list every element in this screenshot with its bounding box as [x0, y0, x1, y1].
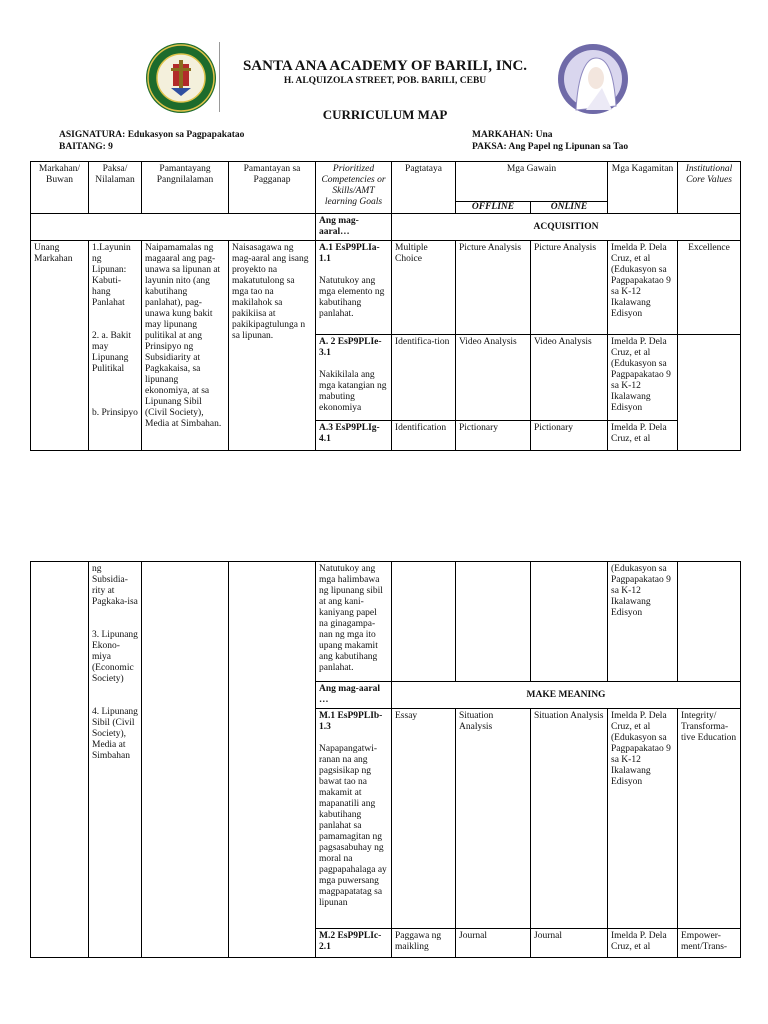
competency-desc: Napapangatwi-ranan na ang pagsisikap ng bawat tao na makamit at mapanatili ang kabutihang panlahat sa pamamagitan ng pagsasabuhay ng moral na pagpapahalaga ay mga puwersang magpapatatag sa lipunan [319, 744, 387, 908]
kagamitan-cell: (Edukasyon sa Pagpapakatao 9 sa K-12 Ikalawang Edisyon [608, 562, 678, 682]
competency-a2 [316, 335, 392, 421]
offline-cell: Picture Analysis [456, 241, 531, 335]
online-cell: Picture Analysis [531, 241, 608, 335]
col-kagamitan-header: Mga Kagamitan [608, 162, 678, 214]
competency-code: A.1 EsP9PLIa-1.1 [319, 243, 380, 264]
competency-a3: A.3 EsP9PLIg-4.1 [316, 421, 392, 451]
curriculum-map-table-2 [30, 561, 741, 958]
pagganap-cell [229, 562, 316, 958]
offline-cell [456, 562, 531, 682]
kagamitan-cell: Imelda P. Dela Cruz, et al (Edukasyon sa Pagpapakatao 9 sa K-12 Ikalawang Edisyon [608, 241, 678, 335]
core-value-cell [678, 562, 741, 682]
core-value-cell: Integrity/ Transforma-tive Education [678, 709, 741, 929]
acquisition-lead: Ang mag-aaral… [316, 214, 392, 241]
competency-a1 [316, 241, 392, 335]
online-cell: Situation Analysis [531, 709, 608, 929]
col-pagtataya-header: Pagtataya [392, 162, 456, 214]
competency-m2: M.2 EsP9PLIc-2.1 [316, 929, 392, 958]
online-cell [531, 562, 608, 682]
col-pagganap-header: Pamantayan sa Pagganap [229, 162, 316, 214]
paksa-item-1: 1.Layunin ng Lipunan: Kabuti-hang Panlahat [92, 243, 131, 308]
competency-desc: Nakikilala ang mga katangian ng mabuting ekonomiya [319, 370, 387, 413]
pagtataya-cell: Identification [392, 421, 456, 451]
kagamitan-cell: Imelda P. Dela Cruz, et al [608, 929, 678, 958]
make-meaning-section-label: MAKE MEANING [392, 682, 741, 709]
paksa-item-2: 2. a. Bakit may Lipunang Pulitikal [92, 331, 132, 374]
baitang-label: BAITANG: 9 [59, 142, 113, 152]
virgin-mary-portrait [556, 44, 630, 114]
col-prioritized-header: Prioritized Competencies or Skills/AMT learning Goals [316, 162, 392, 214]
competency-m1 [316, 709, 392, 929]
offline-cell: Journal [456, 929, 531, 958]
pagganap-cell: Naisasagawa ng mag-aaral ang isang proyekto na makatutulong sa mga tao na makilahok sa pakikiisa at pakikipagtulunga n sa lipunan. [229, 241, 316, 451]
paksa-cell [89, 562, 142, 958]
kagamitan-cell: Imelda P. Dela Cruz, et al [608, 421, 678, 451]
offline-cell: Situation Analysis [456, 709, 531, 929]
kagamitan-cell: Imelda P. Dela Cruz, et al (Edukasyon sa Pagpapakatao 9 sa K-12 Ikalawang Edisyon [608, 709, 678, 929]
pagtataya-cell [392, 562, 456, 682]
header-divider [219, 42, 220, 112]
paksa-item-cont: ng Subsidia-rity at Pagkaka-isa [92, 564, 138, 607]
paksa-item-3: 3. Lipunang Ekono-miya (Economic Society) [92, 630, 138, 684]
school-seal-logo [143, 42, 219, 114]
kagamitan-cell: Imelda P. Dela Cruz, et al (Edukasyon sa Pagpapakatao 9 sa K-12 Ikalawang Edisyon [608, 335, 678, 421]
online-cell: Journal [531, 929, 608, 958]
paksa-item-3: b. Prinsipyo [92, 408, 138, 418]
asignatura-label: ASIGNATURA: Edukasyon sa Pagpapakatao [59, 130, 245, 140]
col-online-header: ONLINE [531, 202, 608, 214]
offline-cell: Pictionary [456, 421, 531, 451]
document-title: CURRICULUM MAP [322, 107, 448, 122]
col-markahan-header: Markahan/ Buwan [31, 162, 89, 214]
core-value-cell: Empower-ment/Trans- [678, 929, 741, 958]
school-address: H. ALQUIZOLA STREET, POB. BARILI, CEBU [283, 76, 487, 86]
col-core-values-header: Institutional Core Values [678, 162, 741, 214]
competency-code: M.1 EsP9PLIb-1.3 [319, 711, 383, 732]
pangnilalaman-cell [142, 562, 229, 958]
col-gawain-header: Mga Gawain [456, 162, 608, 202]
col-paksa-header: Paksa/ Nilalaman [89, 162, 142, 214]
markahan-cell [31, 562, 89, 958]
pagtataya-cell: Essay [392, 709, 456, 929]
col-offline-header: OFFLINE [456, 202, 531, 214]
col-pangnilalaman-header: Pamantayang Pangnilalaman [142, 162, 229, 214]
pagtataya-cell: Paggawa ng maikling [392, 929, 456, 958]
competency-a3-desc: Natutukoy ang mga halimbawa ng lipunang sibil at ang kani-kaniyang papel na ginagampa-nan ng mga ito upang makamit ang kabutihang panlahat. [316, 562, 392, 682]
core-value-cell [678, 335, 741, 421]
core-value-cell: Excellence [678, 241, 741, 335]
offline-cell: Video Analysis [456, 335, 531, 421]
core-value-cell [678, 421, 741, 451]
online-cell: Pictionary [531, 421, 608, 451]
pagtataya-cell: Multiple Choice [392, 241, 456, 335]
paksa-item-4: 4. Lipunang Sibil (Civil Society), Media at Simbahan [92, 707, 138, 761]
pagtataya-cell: Identifica-tion [392, 335, 456, 421]
markahan-label: MARKAHAN: Una [472, 130, 553, 140]
competency-code: A. 2 EsP9PLIe-3.1 [319, 337, 382, 358]
markahan-cell: Unang Markahan [31, 241, 89, 451]
curriculum-map-table-1 [30, 161, 741, 451]
pangnilalaman-cell: Naipamamalas ng magaaral ang pag-unawa sa lipunan at layunin nito (ang kabutihang panlahat), pag-unawa kung bakit may lipunang pulitikal at ang Prinsipyo ng Subsidiarity at Pagkakaisa, sa lipunang ekonomiya, at sa Lipunang Sibil (Civil Society), Media at Simbahan. [142, 241, 229, 451]
paksa-label: PAKSA: Ang Papel ng Lipunan sa Tao [472, 142, 629, 152]
paksa-cell [89, 241, 142, 451]
acquisition-section-label: ACQUISITION [392, 214, 741, 241]
school-name: SANTA ANA ACADEMY OF BARILI, INC. [242, 58, 528, 74]
make-meaning-lead: Ang mag-aaral … [316, 682, 392, 709]
online-cell: Video Analysis [531, 335, 608, 421]
competency-desc: Natutukoy ang mga elemento ng kabutihang panlahat. [319, 276, 385, 319]
